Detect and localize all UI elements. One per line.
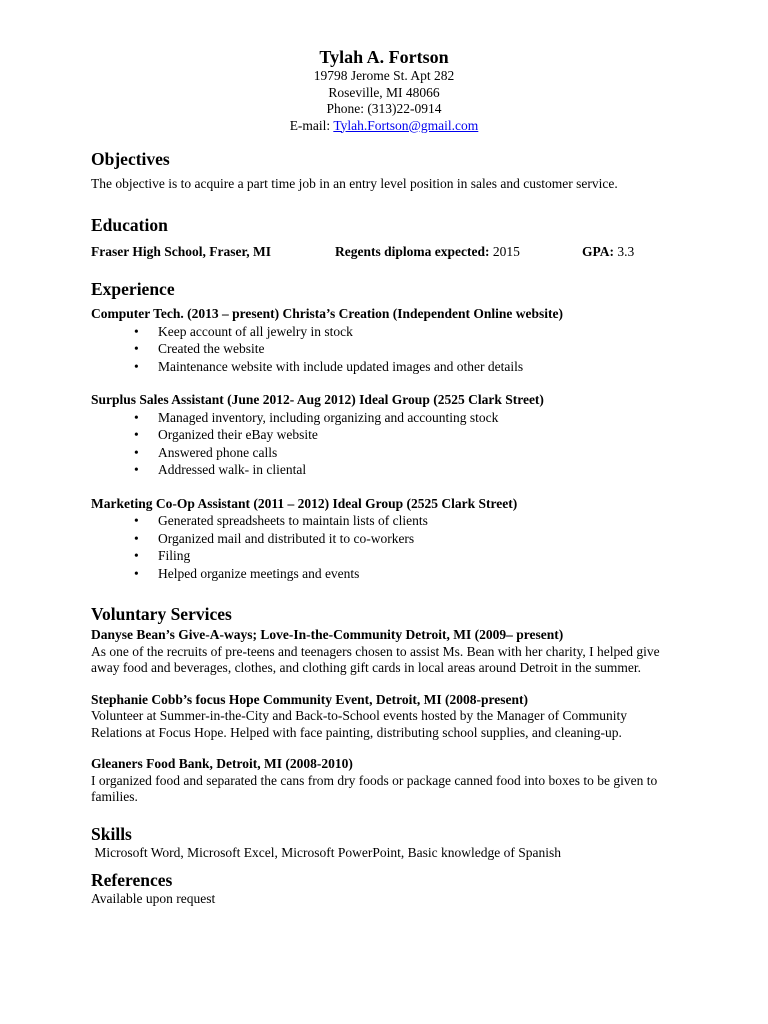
list-item: [91, 444, 728, 462]
job-bullet-list: [91, 323, 728, 376]
bullet-icon: •: [134, 462, 139, 477]
objectives-text: The objective is to acquire a part time job in an entry level position in sales and customer service.: [91, 176, 618, 191]
job-entry: [91, 496, 728, 583]
references-section: [91, 869, 728, 908]
gpa-info: [582, 243, 634, 260]
volunteer-entry: [91, 756, 728, 806]
list-item: [91, 409, 728, 427]
skills-heading: Skills: [91, 824, 132, 844]
list-item: [91, 565, 728, 583]
education-row: [91, 243, 728, 261]
bullet-text: Helped organize meetings and events: [158, 565, 360, 581]
bullet-icon: •: [134, 513, 139, 528]
bullet-text: Managed inventory, including organizing and accounting stock: [158, 409, 499, 425]
address-line-1: 19798 Jerome St. Apt 282: [313, 68, 455, 83]
bullet-text: Created the website: [158, 341, 265, 356]
gpa-label: GPA:: [582, 244, 614, 259]
bullet-icon: •: [134, 427, 139, 442]
job-heading: Computer Tech. (2013 – present) Christa’s Creation (Independent Online website): [91, 306, 564, 321]
list-item: [91, 547, 728, 565]
education-section: [91, 214, 728, 261]
volunteer-text-line: I organized food and separated the cans from dry foods or package canned food into boxes to be given to: [91, 772, 658, 788]
diploma-info: [335, 243, 520, 260]
list-item: [91, 530, 728, 548]
job-heading: Marketing Co-Op Assistant (2011 – 2012) Ideal Group (2525 Clark Street): [91, 495, 518, 511]
volunteer-heading: Stephanie Cobb’s focus Hope Community Event, Detroit, MI (2008-present): [91, 691, 528, 707]
diploma-label: Regents diploma expected:: [335, 244, 490, 259]
list-item: [91, 512, 728, 530]
references-heading: References: [91, 870, 173, 890]
skills-section: [91, 823, 728, 862]
bullet-icon: •: [134, 565, 139, 581]
bullet-icon: •: [134, 323, 139, 339]
volunteer-text-line: Relations at Focus Hope. Helped with face painting, distributing school supplies, and cleaning-up.: [91, 724, 622, 740]
list-item: [91, 340, 728, 358]
volunteer-text-line: As one of the recruits of pre-teens and teenagers chosen to assist Ms. Bean with her charity, I helped give: [91, 643, 660, 659]
bullet-text: Generated spreadsheets to maintain lists of clients: [158, 513, 428, 528]
bullet-text: Filing: [158, 548, 191, 563]
volunteer-text-line: families.: [91, 789, 138, 804]
list-item: [91, 426, 728, 444]
list-item: [91, 461, 728, 479]
bullet-icon: •: [134, 341, 139, 356]
school-name: Fraser High School, Fraser, MI: [91, 244, 271, 259]
job-bullet-list: [91, 512, 728, 582]
volunteer-text-line: away food and beverages, clothes, and clothing gift cards in local areas around Detroit in the summer.: [91, 660, 641, 675]
bullet-icon: •: [134, 548, 139, 563]
volunteer-text-line: Volunteer at Summer-in-the-City and Back-to-School events hosted by the Manager of Community: [91, 708, 627, 723]
bullet-icon: •: [134, 358, 139, 374]
volunteer-entry: [91, 692, 728, 742]
bullet-text: Organized mail and distributed it to co-workers: [158, 530, 415, 546]
bullet-icon: •: [134, 444, 139, 460]
volunteer-entry: [91, 627, 728, 677]
bullet-text: Addressed walk- in cliental: [158, 462, 307, 477]
voluntary-heading: Voluntary Services: [91, 604, 232, 624]
email-link[interactable]: Tylah.Fortson@gmail.com: [333, 117, 479, 133]
bullet-icon: •: [134, 530, 139, 546]
volunteer-heading: Danyse Bean’s Give-A-ways; Love-In-the-Community Detroit, MI (2009– present): [91, 627, 564, 642]
bullet-icon: •: [134, 409, 139, 425]
objectives-section: [91, 148, 728, 193]
experience-section: [91, 278, 728, 582]
address-line-2: Roseville, MI 48066: [328, 84, 440, 100]
diploma-year: 2015: [489, 244, 520, 259]
job-entry: [91, 392, 728, 479]
bullet-text: Keep account of all jewelry in stock: [158, 323, 353, 339]
skills-text: Microsoft Word, Microsoft Excel, Microsoft PowerPoint, Basic knowledge of Spanish: [91, 845, 561, 860]
references-text: Available upon request: [91, 891, 216, 906]
education-heading: Education: [91, 215, 168, 235]
list-item: [91, 358, 728, 376]
list-item: [91, 323, 728, 341]
email-line: [0, 118, 768, 135]
voluntary-section: [91, 603, 728, 806]
gpa-value: 3.3: [614, 244, 635, 259]
email-label: E-mail:: [289, 117, 334, 133]
resume-header: [0, 47, 768, 134]
applicant-name: Tylah A. Fortson: [319, 47, 449, 67]
job-entry: [91, 306, 728, 375]
job-bullet-list: [91, 409, 728, 479]
bullet-text: Maintenance website with include updated images and other details: [158, 358, 524, 374]
experience-heading: Experience: [91, 279, 175, 299]
objectives-heading: Objectives: [91, 149, 170, 169]
phone-line: Phone: (313)22-0914: [326, 101, 442, 116]
bullet-text: Answered phone calls: [158, 444, 278, 460]
volunteer-heading: Gleaners Food Bank, Detroit, MI (2008-2010): [91, 756, 353, 771]
bullet-text: Organized their eBay website: [158, 427, 318, 442]
job-heading: Surplus Sales Assistant (June 2012- Aug 2012) Ideal Group (2525 Clark Street): [91, 392, 544, 407]
